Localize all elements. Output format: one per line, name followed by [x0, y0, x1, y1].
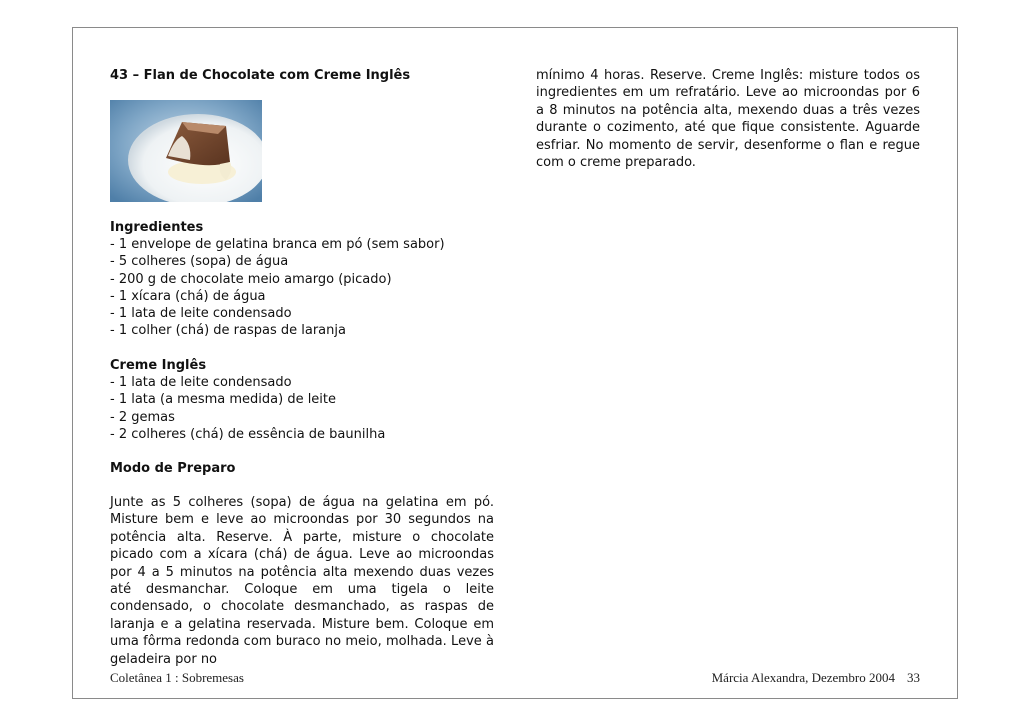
ingredients-heading: Ingredientes: [110, 220, 204, 235]
creme-item: - 1 lata (a mesma medida) de leite: [110, 392, 337, 408]
creme-section: [110, 357, 494, 443]
ingredient-item: - 1 lata de leite condensado: [110, 306, 292, 322]
ingredient-item: - 5 colheres (sopa) de água: [110, 254, 289, 270]
footer-collection: Coletânea 1 : Sobremesas: [110, 670, 244, 685]
preparo-heading-wrap: [110, 460, 494, 477]
creme-item: - 2 gemas: [110, 409, 175, 425]
ingredients-section: [110, 219, 494, 339]
creme-item: - 1 lata de leite condensado: [110, 375, 292, 391]
ingredient-item: - 1 xícara (chá) de água: [110, 288, 266, 304]
recipe-title: 43 – Flan de Chocolate com Creme Inglês: [110, 68, 411, 83]
preparo-text-left: Junte as 5 colheres (sopa) de água na gelatina em pó. Misture bem e leve ao microondas por 30 segundos na potência alta. Reserve. À parte, misture o chocolate picado com a xícara (chá) de água. Leve ao microondas por 4 a 5 minutos na potência alta mexendo duas vezes até desmanchar. Coloque em uma tigela o leite condensado, o chocolate desmanchado, as raspas de laranja e a gelatina reservada. Misture bem. Coloque em uma fôrma redonda com buraco no meio, molhada. Leve à geladeira por no: [110, 495, 494, 667]
preparo-text-left-wrap: [110, 494, 494, 668]
left-column: [110, 67, 494, 85]
creme-heading: Creme Inglês: [110, 358, 207, 373]
ingredient-item: - 1 colher (chá) de raspas de laranja: [110, 323, 346, 339]
preparo-heading: Modo de Preparo: [110, 461, 236, 476]
ingredient-item: - 200 g de chocolate meio amargo (picado): [110, 271, 392, 287]
recipe-photo: [110, 100, 262, 202]
preparo-text-right: mínimo 4 horas. Reserve. Creme Inglês: misture todos os ingredientes em um refratário. Leve ao microondas por 6 a 8 minutos na potência alta, mexendo duas a três vezes durante o cozimento, até que fique consistente. Aguarde esfriar. No momento de servir, desenforme o flan e regue com o creme preparado.: [536, 68, 920, 171]
footer-right: [712, 670, 920, 686]
ingredient-item: - 1 envelope de gelatina branca em pó (sem sabor): [110, 237, 445, 253]
page-number: 33: [907, 670, 920, 685]
footer-author-date: Márcia Alexandra, Dezembro 2004: [711, 670, 895, 685]
right-column: [536, 67, 920, 171]
creme-item: - 2 colheres (chá) de essência de baunilha: [110, 426, 386, 442]
